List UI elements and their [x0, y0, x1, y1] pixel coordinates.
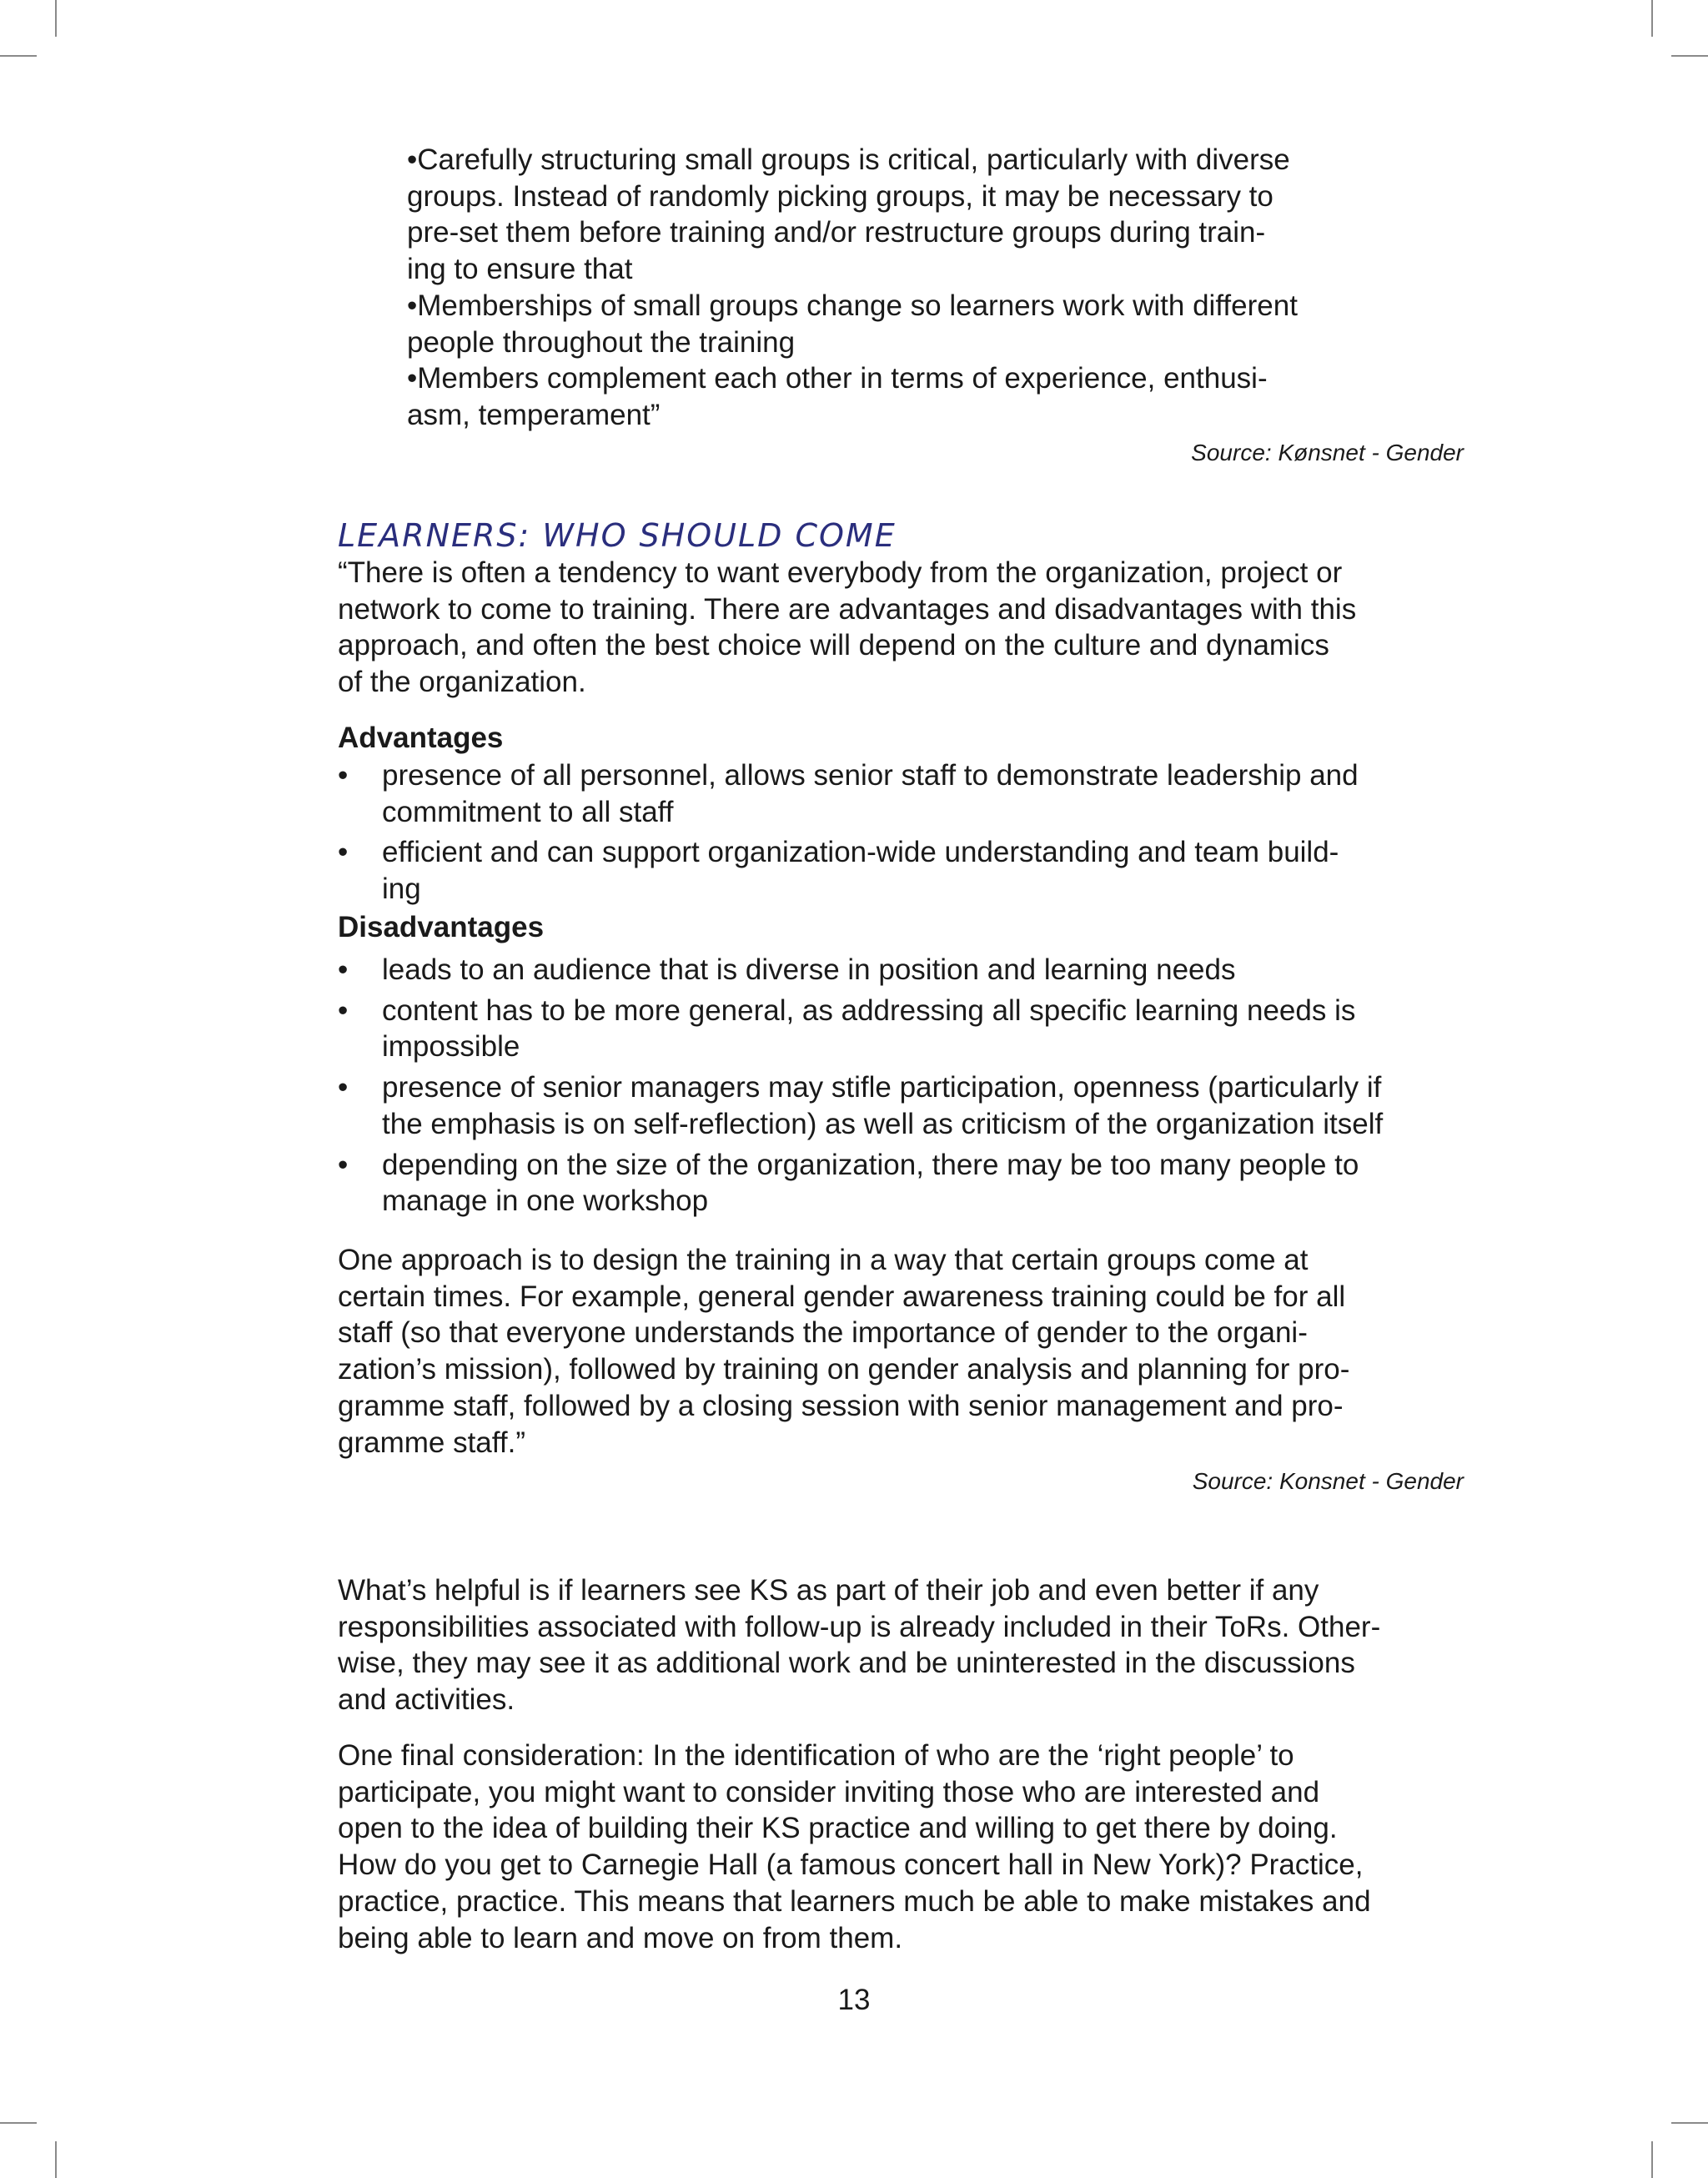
- crop-mark: [1671, 2122, 1708, 2124]
- advantages-list: [338, 757, 1472, 912]
- list-item: [338, 993, 1472, 1065]
- helpful-paragraph: What’s helpful is if learners see KS as part of their job and even better if any responsibilities associated with follow-up is already included in their ToRs. Other- wise, they may see it as additional work and be uninterested in the discussions and activities.: [338, 1574, 1381, 1717]
- page-number: 13: [837, 1984, 871, 2016]
- disadvantages-list: [338, 952, 1472, 1224]
- bullet-icon: •: [338, 759, 349, 792]
- list-item-text: presence of senior managers may stifle participation, openness (particularly if the emphasis is on self-reflection) as well as criticism of the organization itself: [382, 1071, 1384, 1140]
- crop-mark: [0, 2122, 37, 2124]
- list-item: [338, 1147, 1472, 1220]
- bullet-icon: •: [338, 1148, 349, 1181]
- list-item: [338, 834, 1472, 907]
- section-source: Source: Konsnet - Gender: [1192, 1468, 1464, 1494]
- list-item-text: content has to be more general, as addressing all specific learning needs is impossible: [382, 993, 1356, 1064]
- list-item-text: efficient and can support organization-wide understanding and team build- ing: [382, 836, 1339, 906]
- advantages-title: Advantages: [338, 722, 504, 754]
- crop-mark: [0, 55, 37, 57]
- bullet-icon: •: [338, 836, 349, 869]
- crop-mark: [55, 0, 57, 37]
- crop-mark: [1651, 0, 1653, 37]
- intro-paragraph: “There is often a tendency to want everybody from the organization, project or network to come to training. There are advantages and disadvantages with this approach, and often the best choice will depend on the culture and dynamics of the organization.: [338, 556, 1357, 699]
- section-heading: LEARNERS: WHO SHOULD COME: [338, 517, 897, 554]
- list-item-text: presence of all personnel, allows senior staff to demonstrate leadership and commitment to all staff: [382, 759, 1359, 828]
- quote-block-text: •Carefully structuring small groups is critical, particularly with diverse groups. Instead of randomly picking groups, it may be necessary to pre-set them before training and/or restructure groups during train- ing to ensure that •Memberships of small groups change so learners work with different people throughout the training •Members complement each other in terms of experience, enthusi- asm, temperament”: [407, 143, 1298, 431]
- list-item-text: depending on the size of the organization, there may be too many people to manage in one workshop: [382, 1148, 1359, 1218]
- crop-mark: [1651, 2141, 1653, 2178]
- bullet-icon: •: [338, 1071, 349, 1104]
- list-item-text: leads to an audience that is diverse in position and learning needs: [382, 953, 1236, 986]
- quote-source: Source: Kønsnet - Gender: [1191, 440, 1464, 465]
- list-item: [338, 757, 1472, 830]
- approach-paragraph: One approach is to design the training in a way that certain groups come at certain times. For example, general gender awareness training could be for all staff (so that everyone understands the importance of gender to the organi- zation’s mission), followed by training on gender analysis and planning for pro- gramme staff, followed by a closing session with senior management and pro- gramme staff.”: [338, 1244, 1350, 1459]
- bullet-icon: •: [338, 953, 349, 986]
- list-item: [338, 1069, 1472, 1142]
- crop-mark: [55, 2141, 57, 2178]
- bullet-icon: •: [338, 993, 349, 1027]
- crop-mark: [1671, 55, 1708, 57]
- disadvantages-title: Disadvantages: [338, 911, 545, 943]
- list-item: [338, 952, 1472, 988]
- final-paragraph: One final consideration: In the identification of who are the ‘right people’ to participate, you might want to consider inviting those who are interested and open to the idea of building their KS practice and willing to get there by doing. How do you get to Carnegie Hall (a famous concert hall in New York)? Practice, practice, practice. This means that learners much be able to make mistakes and being able to learn and move on from them.: [338, 1739, 1371, 1954]
